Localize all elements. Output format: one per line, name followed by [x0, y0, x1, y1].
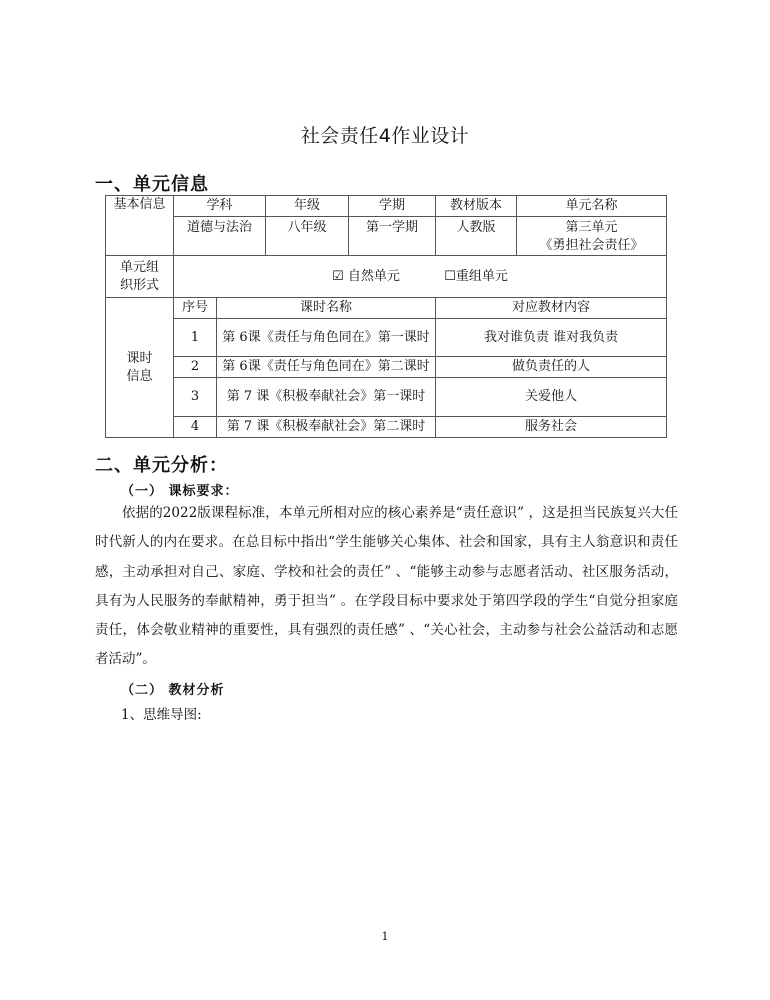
lesson-content: 服务社会 — [436, 417, 667, 438]
lesson-num: 2 — [174, 357, 217, 378]
regroup-unit-label: 重组单元 — [455, 268, 508, 284]
page-title: 社会责任4作业设计 — [300, 125, 470, 147]
value-subject: 道德与法治 — [174, 217, 266, 256]
lesson-content: 我对谁负责 谁对我负责 — [436, 319, 667, 357]
lesson-content: 做负责任的人 — [436, 357, 667, 378]
natural-unit-label: 自然单元 — [347, 268, 400, 284]
lesson-info-line2: 信息 — [126, 368, 153, 384]
header-edition: 教材版本 — [436, 196, 517, 217]
table-row — [106, 319, 667, 357]
lesson-name: 第 6课《责任与角色同在》第一课时 — [217, 319, 436, 357]
curriculum-paragraph: 依据的2022版课程标准，本单元所相对应的核心素养是“责任意识” ，这是担当民族复兴大任时代新人的内在要求。在总目标中指出“学生能够关心集体、社会和国家，具有主人翁意识和责任感，主动承担对自己、家庭、学校和社会的责任” 、“能够主动参与志愿者活动、社区服务活动，具有为人民服务的奉献精神，勇于担当” 。在学段目标中要求处于第四学段的学生“自觉分担家庭责任，体会敬业精神的重要性，具有强烈的责任感” 、“关心社会，主动参与社会公益活动和志愿者活动”。 — [95, 505, 678, 668]
textbook-analysis-heading: （二） 教材分析 — [121, 683, 225, 698]
table-row — [106, 417, 667, 438]
org-form-line2: 织形式 — [119, 277, 159, 293]
lesson-name: 第 7 课《积极奉献社会》第二课时 — [217, 417, 436, 438]
org-form-options — [174, 256, 667, 298]
lesson-info-line1: 课时 — [126, 350, 153, 366]
checked-box-icon: ☑ — [332, 268, 344, 284]
section-unit-analysis-heading: 二、单元分析： — [95, 455, 228, 476]
natural-unit-option[interactable] — [332, 269, 400, 284]
header-subject: 学科 — [174, 196, 266, 217]
page-number: 1 — [381, 930, 389, 943]
lesson-header-num: 序号 — [174, 298, 217, 319]
value-grade: 八年级 — [266, 217, 349, 256]
mindmap-label: 1、思维导图: — [121, 707, 202, 723]
table-row — [106, 378, 667, 417]
header-term: 学期 — [349, 196, 436, 217]
value-edition: 人教版 — [436, 217, 517, 256]
section-unit-info-heading: 一、单元信息 — [95, 174, 209, 195]
unit-name-line1: 第三单元 — [565, 220, 618, 235]
lesson-info-label — [106, 298, 174, 438]
lesson-content: 关爱他人 — [436, 378, 667, 417]
lesson-name: 第 7 课《积极奉献社会》第一课时 — [217, 378, 436, 417]
lesson-num: 3 — [174, 378, 217, 417]
lesson-num: 1 — [174, 319, 217, 357]
table-row — [106, 357, 667, 378]
regroup-unit-option[interactable] — [444, 269, 508, 284]
value-unit-name — [517, 217, 667, 256]
lesson-num: 4 — [174, 417, 217, 438]
basic-info-label: 基本信息 — [106, 196, 174, 256]
header-unit-name: 单元名称 — [517, 196, 667, 217]
header-grade: 年级 — [266, 196, 349, 217]
unchecked-box-icon: ☐ — [444, 268, 456, 284]
lesson-header-name: 课时名称 — [217, 298, 436, 319]
lesson-name: 第 6课《责任与角色同在》第二课时 — [217, 357, 436, 378]
org-form-line1: 单元组 — [119, 259, 159, 275]
lesson-header-content: 对应教材内容 — [436, 298, 667, 319]
curriculum-requirements-heading: （一） 课标要求： — [121, 484, 239, 499]
value-term: 第一学期 — [349, 217, 436, 256]
unit-info-table — [105, 195, 667, 438]
org-form-label — [106, 256, 174, 298]
unit-name-line2: 《勇担社会责任》 — [539, 238, 644, 253]
